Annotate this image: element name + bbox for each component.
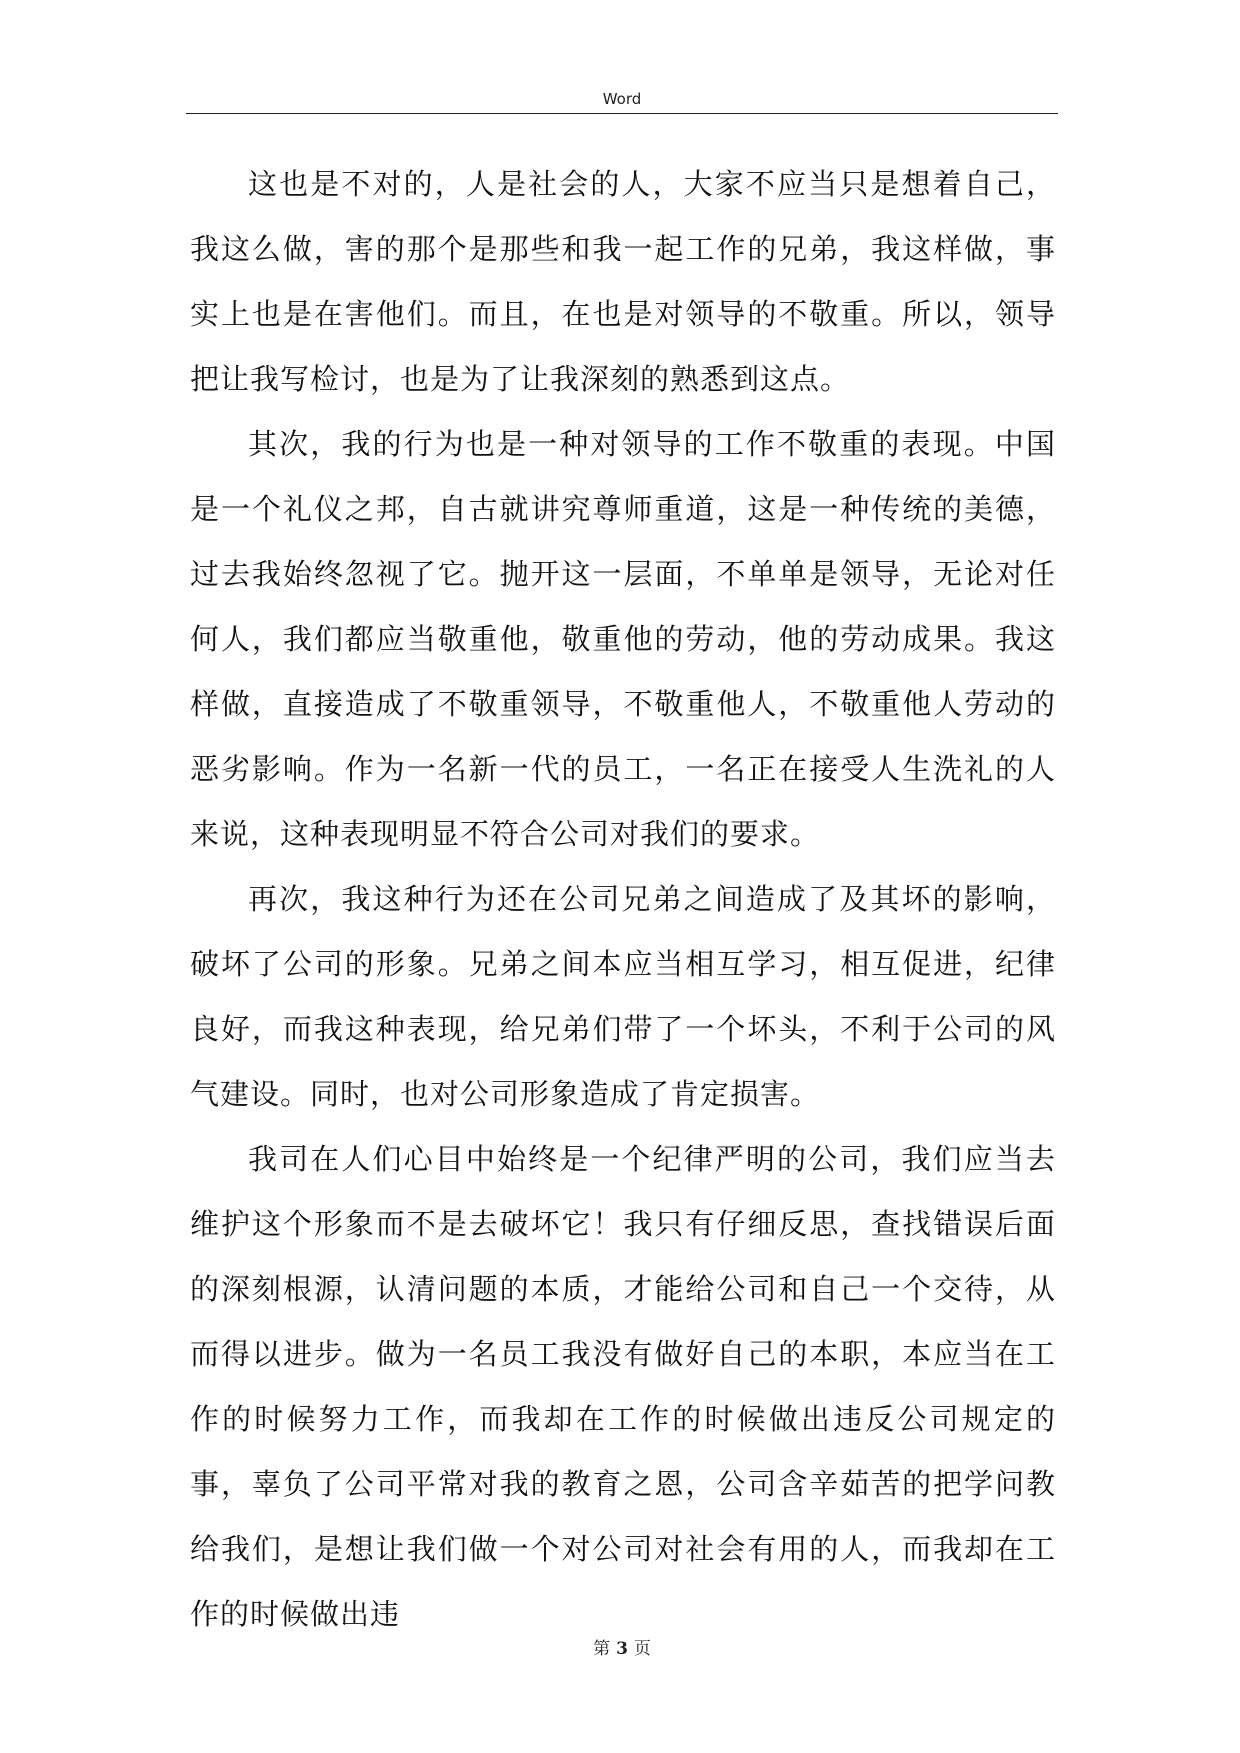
paragraph-3: 再次，我这种行为还在公司兄弟之间造成了及其坏的影响，破坏了公司的形象。兄弟之间本应当相互学习，相互促进，纪律良好，而我这种表现，给兄弟们带了一个坏头，不利于公司的风气建设。同时，也对公司形象造成了肯定损害。 [190,882,1056,1111]
page-label-prefix: 第 [593,1639,611,1659]
header-divider [186,113,1058,114]
paragraph-4: 我司在人们心目中始终是一个纪律严明的公司，我们应当去维护这个形象而不是去破坏它！我只有仔细反思，查找错误后面的深刻根源，认清问题的本质，才能给公司和自己一个交待，从而得以进步。做为一名员工我没有做好自己的本职，本应当在工作的时候努力工作，而我却在工作的时候做出违反公司规定的事，辜负了公司平常对我的教育之恩，公司含辛茹苦的把学问教给我们，是想让我们做一个对公司对社会有用的人，而我却在工作的时候做出违 [190,1142,1056,1631]
page-footer [186,1634,1058,1659]
document-body [190,152,1056,1647]
page-label-suffix: 页 [633,1639,651,1659]
page-number: 3 [616,1639,628,1659]
paragraph-2: 其次，我的行为也是一种对领导的工作不敬重的表现。中国是一个礼仪之邦，自古就讲究尊师重道，这是一种传统的美德，过去我始终忽视了它。抛开这一层面，不单单是领导，无论对任何人，我们都应当敬重他，敬重他的劳动，他的劳动成果。我这样做，直接造成了不敬重领导，不敬重他人，不敬重他人劳动的恶劣影响。作为一名新一代的员工，一名正在接受人生洗礼的人来说，这种表现明显不符合公司对我们的要求。 [190,427,1056,851]
paragraph-1: 这也是不对的，人是社会的人，大家不应当只是想着自己，我这么做，害的那个是那些和我一起工作的兄弟，我这样做，事实上也是在害他们。而且，在也是对领导的不敬重。所以，领导把让我写检讨，也是为了让我深刻的熟悉到这点。 [190,167,1056,396]
page-header: Word [602,90,642,108]
